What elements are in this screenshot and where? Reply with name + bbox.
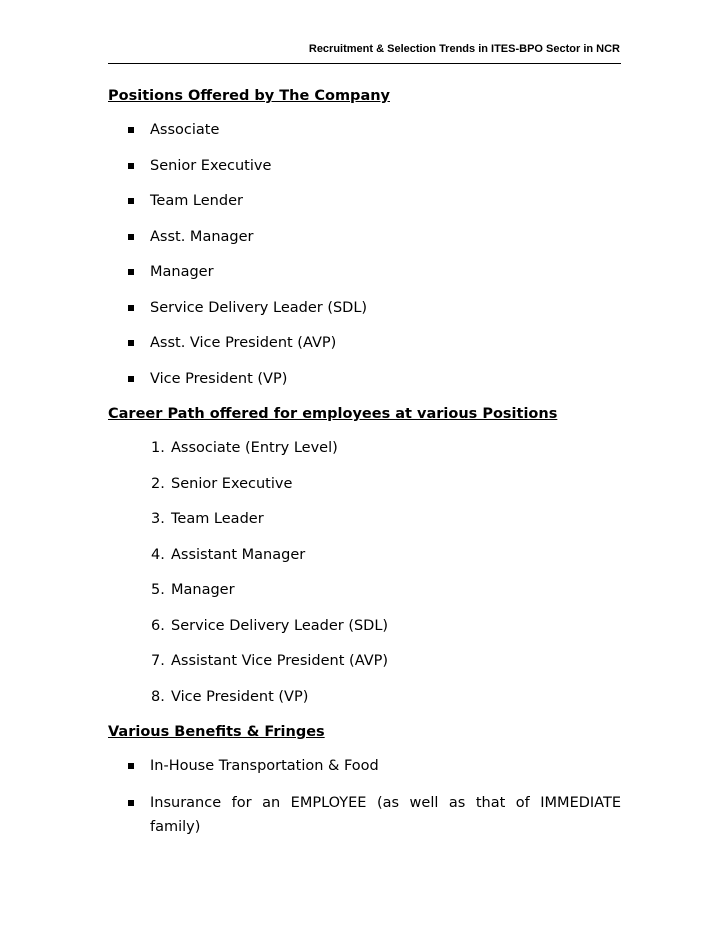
- square-bullet-icon: [128, 763, 134, 769]
- list-item: [108, 255, 621, 291]
- list-item: [108, 362, 621, 398]
- list-item: [108, 326, 621, 362]
- list-item: [108, 749, 621, 785]
- list-item-number: 7.: [151, 653, 165, 669]
- list-item-label: Asst. Manager: [150, 228, 254, 245]
- square-bullet-icon: [128, 234, 134, 240]
- list-item-label: Vice President (VP): [171, 688, 309, 705]
- list-item-label: Asst. Vice President (AVP): [150, 335, 337, 351]
- list-item-label: Vice President (VP): [150, 370, 288, 387]
- list-item-label: Manager: [171, 582, 235, 598]
- positions-heading: Positions Offered by The Company: [108, 88, 390, 104]
- list-item: [108, 573, 621, 609]
- list-item: [108, 113, 621, 149]
- list-item: [108, 184, 621, 220]
- square-bullet-icon: [128, 163, 134, 169]
- list-item-label: Team Lender: [150, 193, 243, 209]
- page-body: [108, 79, 621, 839]
- header-rule: [108, 63, 621, 64]
- list-item-number: 8.: [151, 688, 165, 705]
- list-item: [108, 538, 621, 574]
- running-header: Recruitment & Selection Trends in ITES-BPO Sector in NCR: [308, 43, 620, 55]
- list-item-label: Service Delivery Leader (SDL): [171, 617, 389, 634]
- list-item: [108, 609, 621, 645]
- list-item-label: Senior Executive: [171, 475, 293, 492]
- list-item-label: Service Delivery Leader (SDL): [150, 299, 368, 316]
- career-path-heading: Career Path offered for employees at various Positions: [108, 406, 558, 422]
- list-item-label: Senior Executive: [150, 157, 272, 174]
- benefits-list: [108, 749, 621, 839]
- list-item-label: In-House Transportation & Food: [150, 758, 379, 774]
- list-item: [108, 644, 621, 680]
- list-item-number: 3.: [151, 511, 165, 527]
- square-bullet-icon: [128, 305, 134, 311]
- list-item: [108, 149, 621, 185]
- list-item: [108, 220, 621, 256]
- list-item: [108, 785, 621, 839]
- square-bullet-icon: [128, 127, 134, 133]
- list-item: [108, 502, 621, 538]
- list-item-number: 4.: [151, 546, 165, 563]
- square-bullet-icon: [128, 376, 134, 382]
- list-item-label: Associate: [150, 122, 220, 138]
- square-bullet-icon: [128, 800, 134, 806]
- list-item-label: Team Leader: [171, 511, 264, 527]
- list-item: [108, 467, 621, 503]
- positions-list: [108, 113, 621, 397]
- career-path-list: [108, 431, 621, 715]
- list-item-number: 1.: [151, 440, 165, 456]
- list-item: [108, 680, 621, 716]
- list-item-number: 6.: [151, 617, 165, 634]
- square-bullet-icon: [128, 340, 134, 346]
- list-item-label: Assistant Vice President (AVP): [171, 653, 389, 669]
- list-item: [108, 291, 621, 327]
- list-item-label: Insurance for an EMPLOYEE (as well as that of IMMEDIATE family): [150, 794, 621, 835]
- list-item-label: Associate (Entry Level): [171, 440, 338, 456]
- benefits-heading: Various Benefits & Fringes: [108, 724, 325, 740]
- list-item-label: Assistant Manager: [171, 546, 306, 563]
- list-item-number: 2.: [151, 475, 165, 492]
- list-item: [108, 431, 621, 467]
- list-item-label: Manager: [150, 264, 214, 280]
- list-item-number: 5.: [151, 582, 165, 598]
- square-bullet-icon: [128, 198, 134, 204]
- square-bullet-icon: [128, 269, 134, 275]
